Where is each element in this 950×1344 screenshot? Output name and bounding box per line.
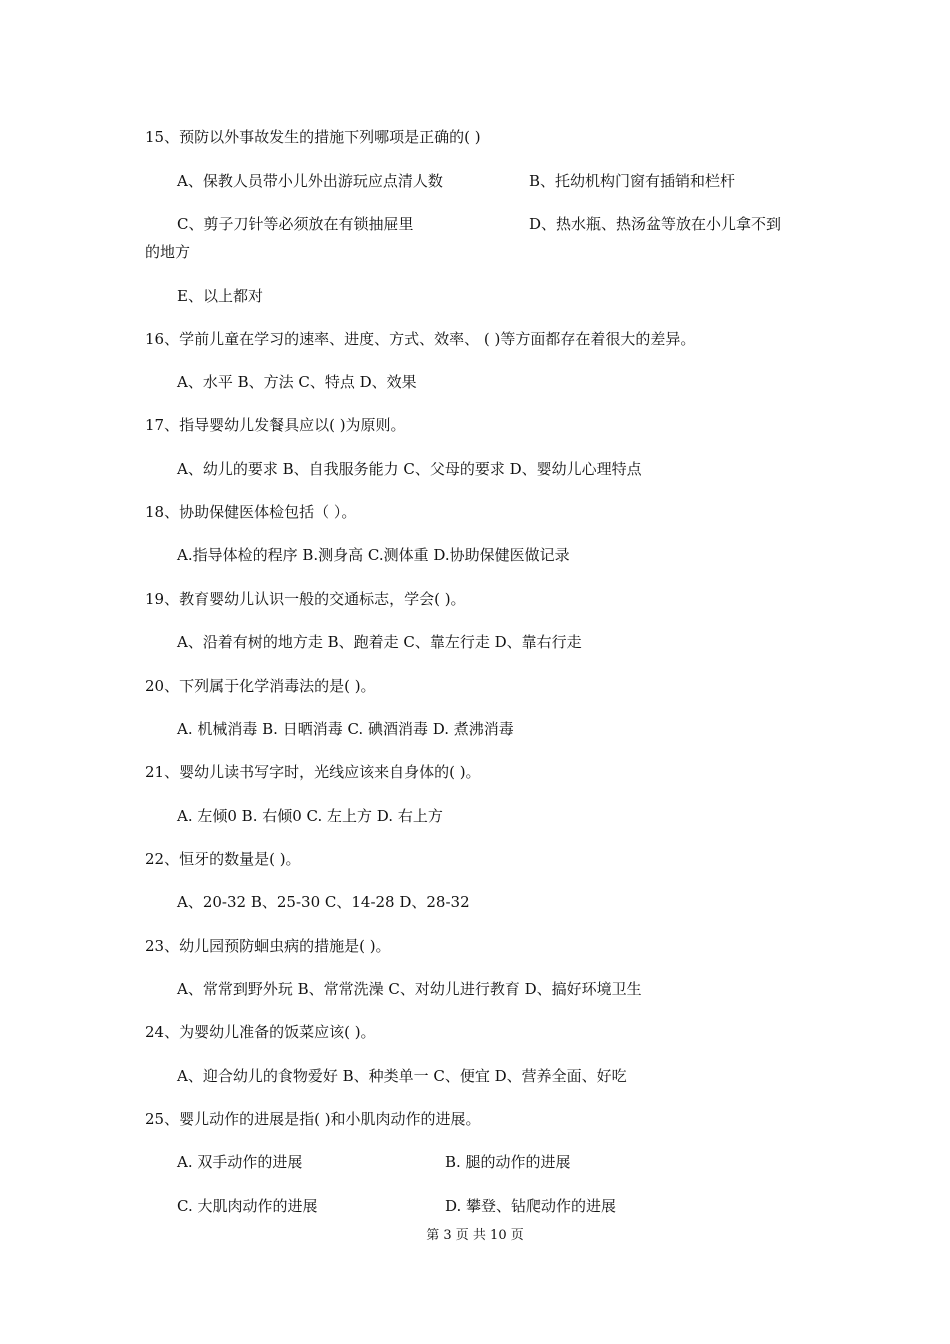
question-18-stem: 18、协助保健医体检包括（ ）。 — [145, 503, 357, 521]
question-20-stem: 20、下列属于化学消毒法的是( )。 — [145, 677, 376, 695]
question-20-options: A. 机械消毒 B. 日晒消毒 C. 碘酒消毒 D. 煮沸消毒 — [177, 720, 514, 738]
question-16-stem: 16、学前儿童在学习的速率、进度、方式、效率、 ( )等方面都存在着很大的差异。 — [145, 330, 696, 348]
question-15-stem: 15、预防以外事故发生的措施下列哪项是正确的( ) — [145, 128, 481, 146]
question-15-option-d: D、热水瓶、热汤盆等放在小儿拿不到 — [529, 215, 782, 233]
question-24-stem: 24、为婴幼儿准备的饭菜应该( )。 — [145, 1023, 376, 1041]
question-19-options: A、沿着有树的地方走 B、跑着走 C、靠左行走 D、靠右行走 — [177, 633, 582, 651]
question-25-option-d: D. 攀登、钻爬动作的进展 — [445, 1197, 617, 1215]
question-16-options: A、水平 B、方法 C、特点 D、效果 — [177, 373, 417, 391]
question-25-option-b: B. 腿的动作的进展 — [445, 1153, 571, 1171]
question-17-stem: 17、指导婴幼儿发餐具应以( )为原则。 — [145, 416, 406, 434]
question-23-options: A、常常到野外玩 B、常常洗澡 C、对幼儿进行教育 D、搞好环境卫生 — [177, 980, 642, 998]
question-24-options: A、迎合幼儿的食物爱好 B、种类单一 C、便宜 D、营养全面、好吃 — [177, 1067, 627, 1085]
question-15-option-e: E、以上都对 — [177, 287, 263, 305]
question-15-option-b: B、托幼机构门窗有插销和栏杆 — [529, 172, 736, 190]
question-25-option-c: C. 大肌肉动作的进展 — [177, 1197, 318, 1215]
question-19-stem: 19、教育婴幼儿认识一般的交通标志，学会( )。 — [145, 590, 466, 608]
question-15-option-c: C、剪子刀针等必须放在有锁抽屉里 — [177, 215, 414, 233]
question-23-stem: 23、幼儿园预防蛔虫病的措施是( )。 — [145, 937, 391, 955]
question-17-options: A、幼儿的要求 B、自我服务能力 C、父母的要求 D、婴幼儿心理特点 — [177, 460, 642, 478]
question-22-stem: 22、恒牙的数量是( )。 — [145, 850, 301, 868]
question-21-stem: 21、婴幼儿读书写字时，光线应该来自身体的( )。 — [145, 763, 481, 781]
question-25-option-a: A. 双手动作的进展 — [177, 1153, 303, 1171]
question-18-options: A.指导体检的程序 B.测身高 C.测体重 D.协助保健医做记录 — [177, 546, 570, 564]
question-15-option-d-continued: 的地方 — [145, 243, 191, 261]
page-footer: 第 3 页 共 10 页 — [426, 1228, 524, 1243]
question-15-option-a: A、保教人员带小儿外出游玩应点清人数 — [177, 172, 443, 190]
question-21-options: A. 左倾0 B. 右倾0 C. 左上方 D. 右上方 — [177, 807, 443, 825]
question-25-stem: 25、婴儿动作的进展是指( )和小肌肉动作的进展。 — [145, 1110, 481, 1128]
question-22-options: A、20-32 B、25-30 C、14-28 D、28-32 — [177, 893, 470, 911]
